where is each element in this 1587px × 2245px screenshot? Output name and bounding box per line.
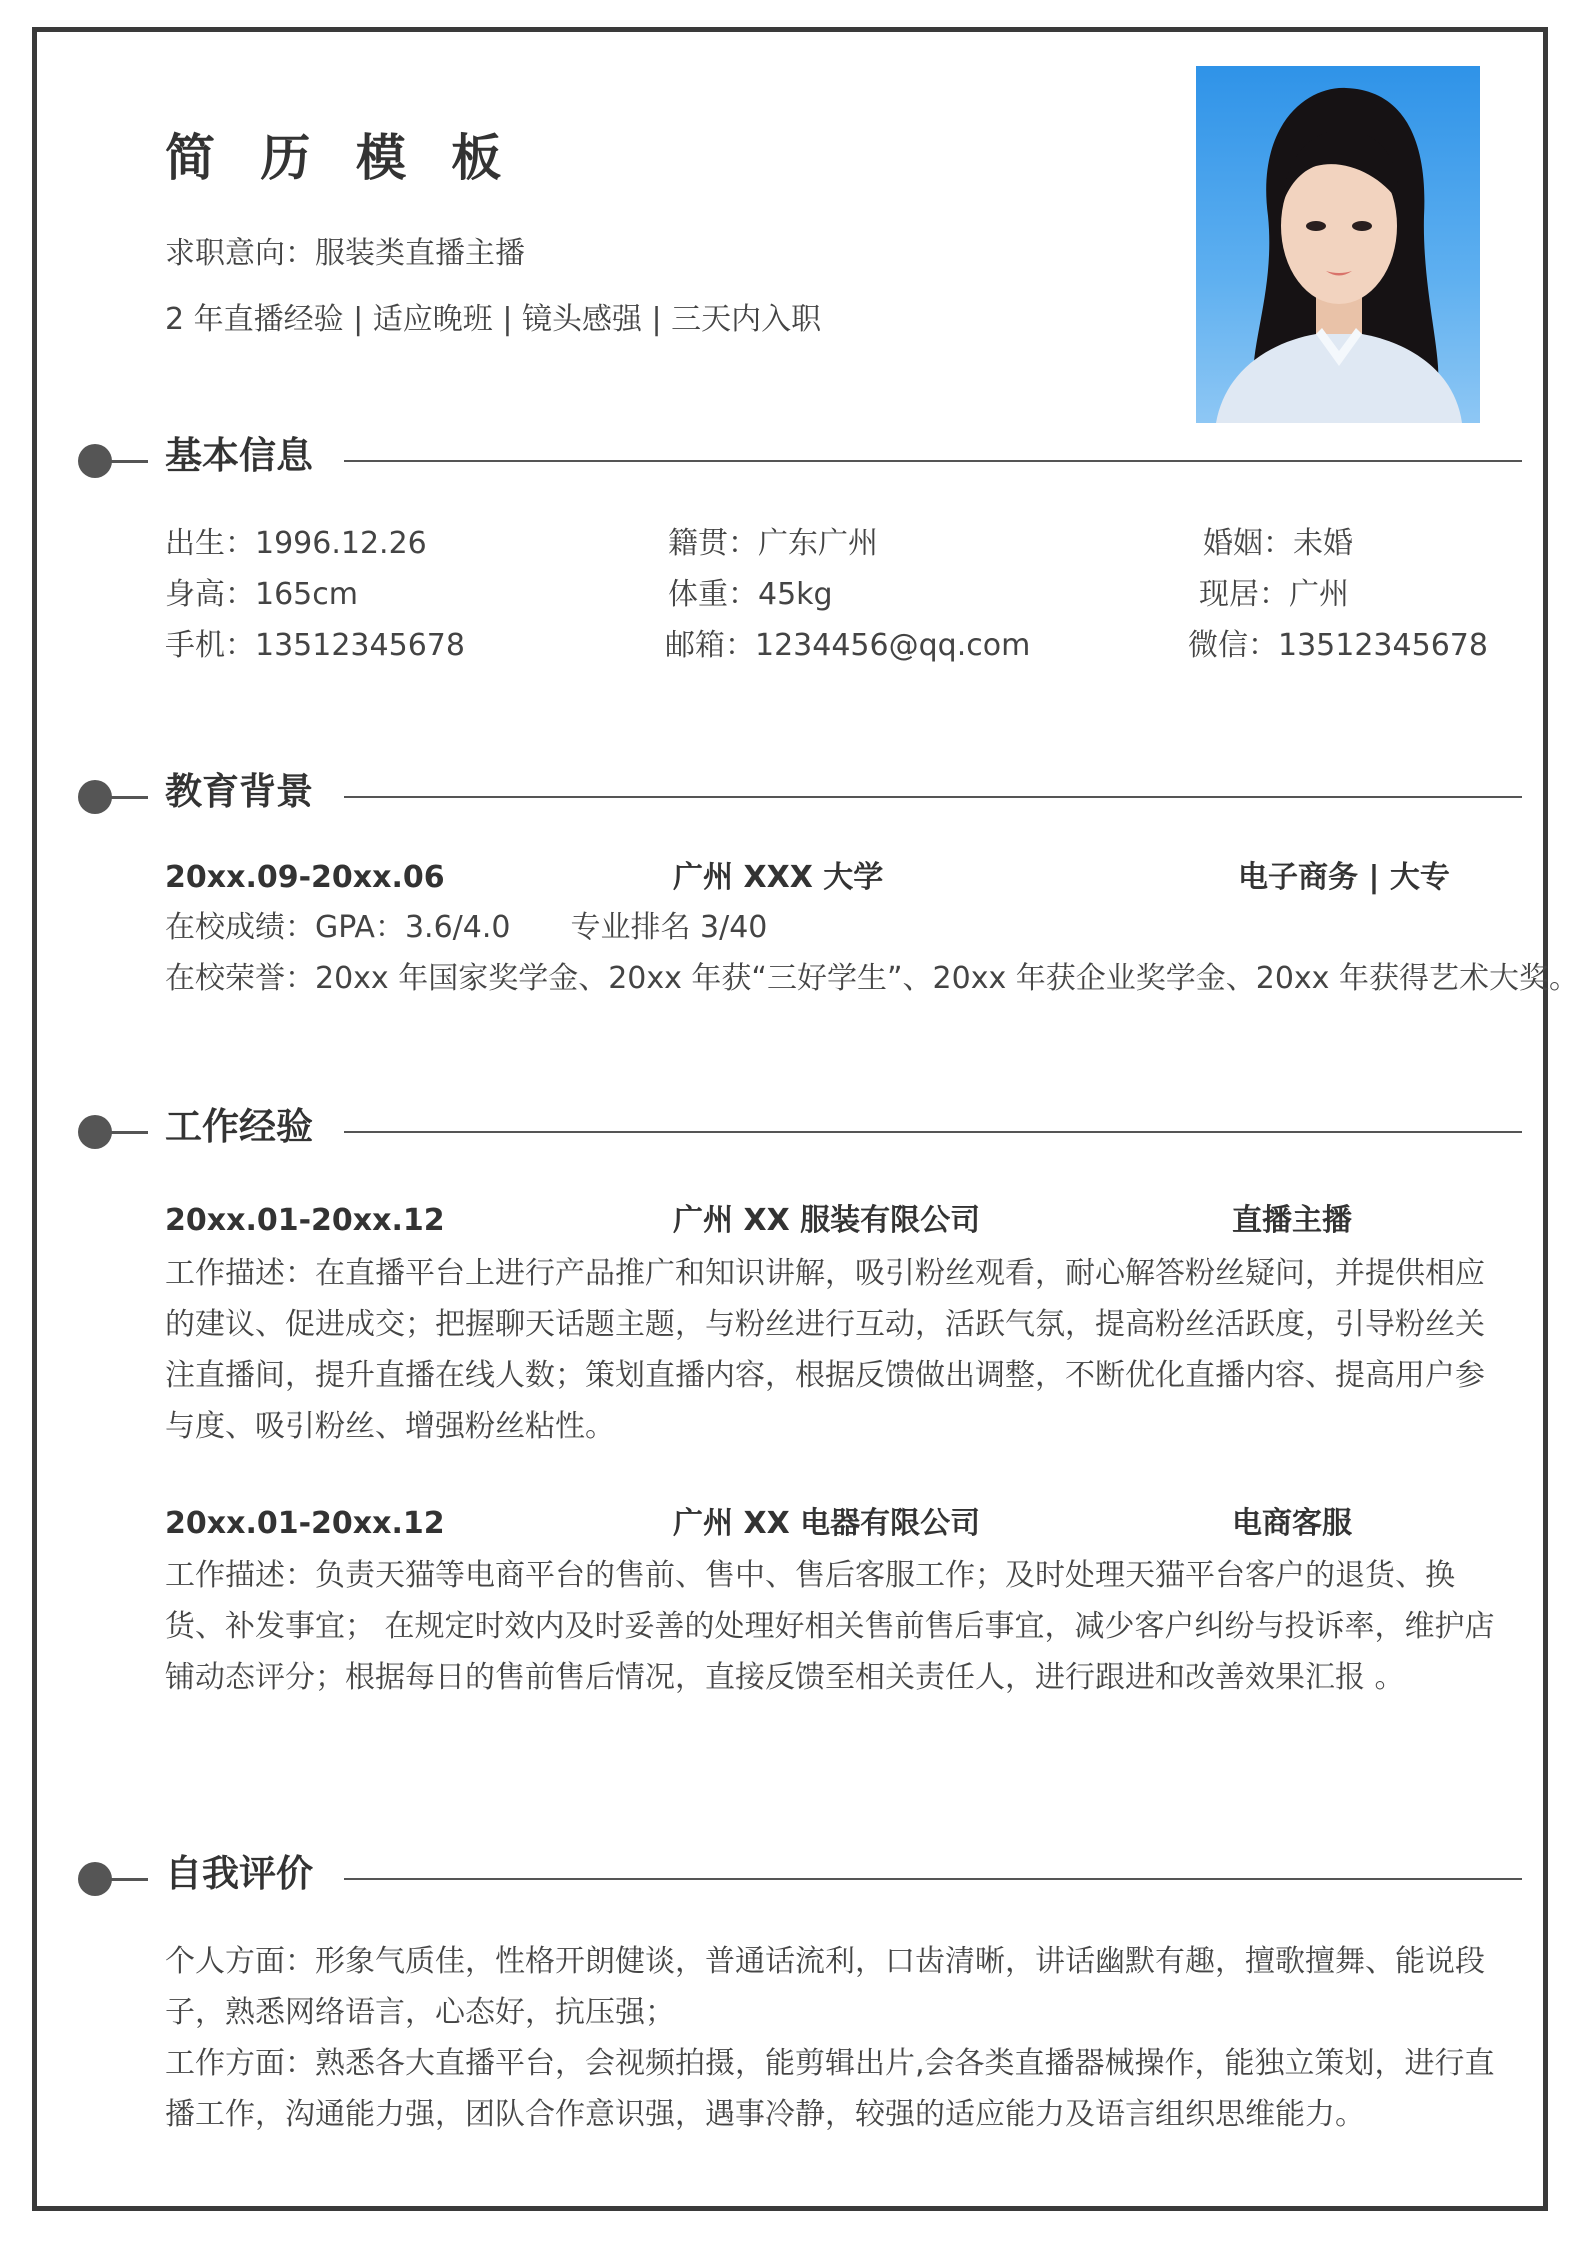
resume-title: 简 历 模 板 — [165, 129, 516, 187]
marital-status: 婚姻：未婚 — [1203, 526, 1353, 561]
section-divider — [344, 796, 1522, 798]
profile-photo — [1196, 66, 1480, 423]
section-bullet-icon — [78, 1862, 112, 1896]
education-period: 20xx.09-20xx.06 — [165, 860, 445, 895]
work-period: 20xx.01-20xx.12 — [165, 1203, 445, 1238]
self-eval-personal: 个人方面：形象气质佳，性格开朗健谈，普通话流利，口齿清晰，讲话幽默有趣，擅歌擅舞、能说段子，熟悉网络语言，心态好，抗压强； — [165, 1944, 1485, 2030]
phone: 手机：13512345678 — [165, 628, 465, 663]
section-bullet-icon — [78, 780, 112, 814]
school-name: 广州 XXX 大学 — [673, 860, 884, 895]
work-entry-header — [0, 1201, 1587, 1245]
basic-info-row — [0, 626, 1587, 670]
company-name: 广州 XX 服装有限公司 — [673, 1203, 981, 1238]
portrait-image — [1196, 66, 1480, 423]
work-period: 20xx.01-20xx.12 — [165, 1506, 445, 1541]
section-title: 教育背景 — [165, 770, 313, 813]
section-bullet-icon — [78, 444, 112, 478]
section-bullet-stub — [108, 1878, 148, 1881]
residence: 现居：广州 — [1199, 577, 1349, 612]
section-title: 自我评价 — [165, 1852, 313, 1895]
email: 邮箱：1234456@qq.com — [665, 628, 1031, 663]
basic-info-row — [0, 524, 1587, 568]
section-bullet-icon — [78, 1115, 112, 1149]
work-entry-header — [0, 1504, 1587, 1548]
education-honors: 在校荣誉：20xx 年国家奖学金、20xx 年获“三好学生”、20xx 年获企业奖学金、20xx 年获得艺术大奖。 — [165, 961, 1579, 996]
job-role: 直播主播 — [1232, 1203, 1352, 1238]
self-eval-work: 工作方面：熟悉各大直播平台，会视频拍摄，能剪辑出片,会各类直播器械操作，能独立策划，进行直播工作，沟通能力强，团队合作意识强，遇事冷静，较强的适应能力及语言组织思维能力。 — [165, 2046, 1495, 2132]
section-bullet-stub — [108, 460, 148, 463]
section-title: 工作经验 — [165, 1105, 313, 1148]
section-bullet-stub — [108, 1131, 148, 1134]
education-entry-header — [0, 858, 1587, 902]
work-description: 工作描述：在直播平台上进行产品推广和知识讲解，吸引粉丝观看，耐心解答粉丝疑问，并提供相应的建议、促进成交；把握聊天话题主题，与粉丝进行互动，活跃气氛，提高粉丝活跃度，引导粉丝关注直播间，提升直播在线人数；策划直播内容，根据反馈做出调整，不断优化直播内容、提高用户参与度、吸引粉丝、增强粉丝粘性。 — [165, 1256, 1485, 1444]
section-work-experience — [0, 1101, 1587, 1161]
height: 身高：165cm — [165, 577, 358, 612]
section-divider — [344, 1131, 1522, 1133]
section-bullet-stub — [108, 796, 148, 799]
basic-info-row — [0, 575, 1587, 619]
section-divider — [344, 1878, 1522, 1880]
hometown: 籍贯：广东广州 — [668, 526, 878, 561]
section-education — [0, 766, 1587, 826]
weight: 体重：45kg — [668, 577, 833, 612]
job-objective: 求职意向：服装类直播主播 — [165, 236, 525, 271]
wechat: 微信：13512345678 — [1188, 628, 1488, 663]
section-divider — [344, 460, 1522, 462]
section-self-evaluation — [0, 1848, 1587, 1908]
work-description: 工作描述：负责天猫等电商平台的售前、售中、售后客服工作；及时处理天猫平台客户的退货、换货、补发事宜； 在规定时效内及时妥善的处理好相关售前售后事宜，减少客户纠纷与投诉率，维护店铺动态评分；根据每日的售前售后情况，直接反馈至相关责任人，进行跟进和改善效果汇报 。 — [165, 1558, 1495, 1695]
section-title: 基本信息 — [165, 434, 313, 477]
section-basic-info — [0, 430, 1587, 490]
tagline: 2 年直播经验 | 适应晚班 | 镜头感强 | 三天内入职 — [165, 302, 822, 337]
major-degree: 电子商务 | 大专 — [1238, 860, 1450, 895]
job-role: 电商客服 — [1232, 1506, 1352, 1541]
birth: 出生：1996.12.26 — [165, 526, 427, 561]
education-gpa: 在校成绩：GPA：3.6/4.0 专业排名 3/40 — [165, 910, 768, 945]
company-name: 广州 XX 电器有限公司 — [673, 1506, 981, 1541]
